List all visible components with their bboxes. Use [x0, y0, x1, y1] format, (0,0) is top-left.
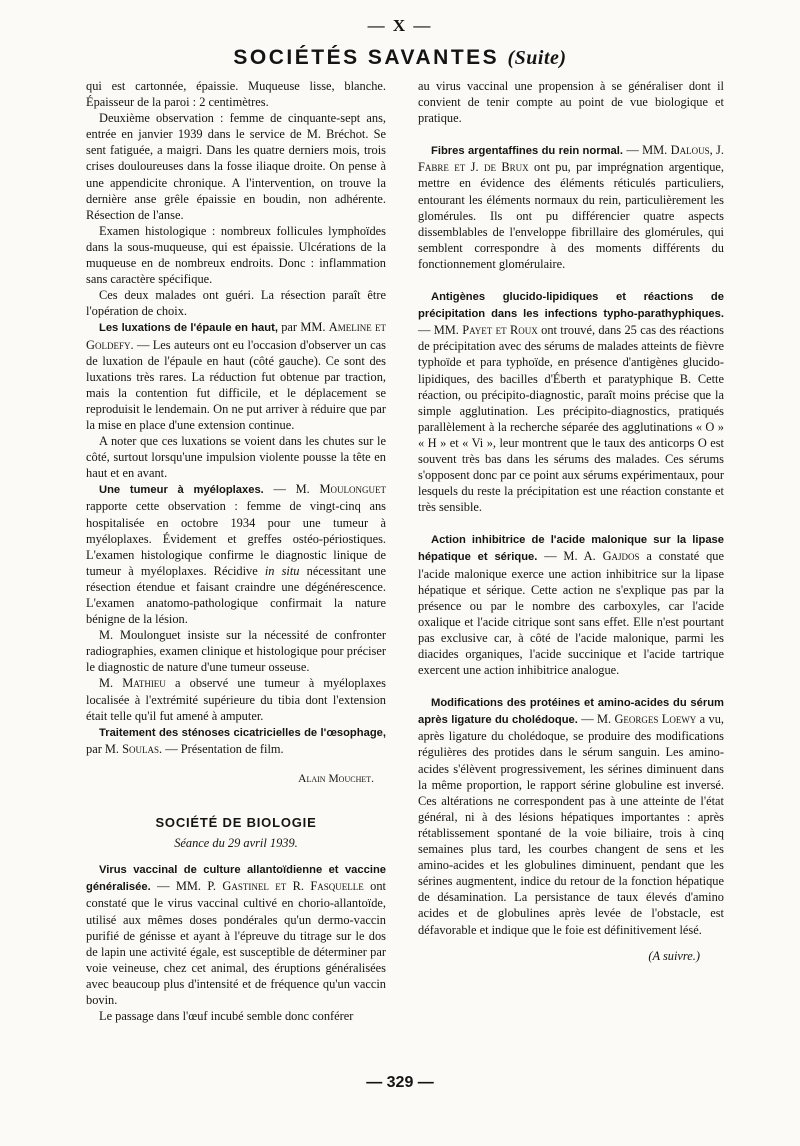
article-authors: Gajdos: [602, 549, 640, 564]
article-title: Action inhibitrice de l'acide malonique sur la lipase hépatique et sérique.: [418, 534, 724, 564]
article-luxations: [86, 319, 386, 433]
running-header: [0, 46, 800, 70]
article-stenoses: [86, 724, 386, 757]
text-fragment: par M.: [86, 741, 123, 756]
text-fragment: — M. A.: [537, 549, 603, 564]
article-text: . — Les auteurs ont eu l'occasion d'observer un cas de luxation de l'épaule en haut (côté gauche). Ce sont des luxations très rares. La réduction fut obtenue par traction, mais la contention fut difficile, et le déplacement se reproduisit le lendemain. On ne put arriver à réduire que par la mise en place d'une extension continue.: [86, 337, 386, 432]
page-number: — 329 —: [366, 1074, 434, 1091]
article-text: a vu, après ligature du cholédoque, se produire des modifications régulières des protides dans le sérum sanguin. Les amino-acides s'élèvent progressivement, les sérines diminuent dans la même proportion, le rapport sérine globuline est inversé. Ces altérations ne correspondent pas à une atteinte de l'état général, ni à des lésions hépatiques importantes : après rétablissement spontané de la voie biliaire, trois à cinq semaines plus tard, les courbes changent de sens et les amino-acides et les globulines diminuent, pendant que les sérines augmentent, indice du retour de la fonction hépatique de désamination. La persistance de taux élevés d'amino acides et de globulines après levée de l'obstacle, est défavorable et indique que le foie est définitivement lésé.: [418, 712, 724, 937]
text-fragment: — MM.: [150, 879, 208, 894]
text-fragment: — M.: [577, 712, 615, 727]
paragraph: qui est cartonnée, épaissie. Muqueuse lisse, blanche. Épaisseur de la paroi : 2 centimètres.: [86, 79, 386, 110]
page-mark: — X —: [367, 16, 433, 35]
paragraph: M. Moulonguet insiste sur la nécessité de confronter radiographies, examen clinique et histologique pour préciser le diagnostic de nature d'une tumeur osseuse.: [86, 628, 386, 675]
article-title: Une tumeur à myéloplaxes.: [99, 484, 264, 497]
article-action: [418, 531, 724, 678]
article-title: Modifications des protéines et amino-acides du sérum après ligature du cholédoque.: [418, 697, 724, 727]
paragraph: Le passage dans l'œuf incubé semble donc conférer: [99, 1009, 354, 1024]
article-title: Les luxations de l'épaule en haut,: [99, 322, 278, 335]
session-date: Séance du 29 avril 1939.: [174, 836, 298, 851]
article-text: . — Présentation de film.: [159, 741, 284, 756]
paragraph: Ces deux malades ont guéri. La résection paraît être l'opération de choix.: [86, 288, 386, 319]
text-fragment: par MM.: [277, 320, 329, 335]
article-antigenes: [418, 288, 724, 515]
latin-phrase: in situ: [264, 563, 300, 578]
article-authors: Ameline et Goldefy: [86, 320, 386, 352]
article-authors: Soulas: [122, 741, 160, 756]
article-text: a observé une tumeur à myéloplaxes localisée à l'extrémité supérieure du tibia dont l'extension était telle qu'il fut amené à amputer.: [86, 676, 386, 723]
article-title: Virus vaccinal de culture allantoïdienne et vaccine généralisée.: [86, 864, 386, 894]
paragraph: au virus vaccinal une propension à se généraliser dont il convient de tenir compte au point de vue biologique et pratique.: [418, 79, 724, 126]
article-authors: Mathieu: [122, 676, 166, 691]
article-authors: Payet et Roux: [462, 323, 538, 338]
article-text: ont constaté que le virus vaccinal cultivé en chorio-allantoïde, utilisé aux mêmes doses pondérales qu'un dermo-vaccin purifié de génisse et ayant à l'épreuve du titrage sur le dos de lapin une activité égale, est susceptible de déterminer par voie veineuse, chez cet animal, des éruptions généralisées avec beaucoup plus d'intensité et de fréquence qu'un vaccin bovin.: [86, 879, 386, 1007]
article-text: rapporte cette observation : femme de vingt-cinq ans hospitalisée en octobre 1934 pour une tumeur à myéloplaxes. Évidement et greffes ostéo-périostiques. L'examen histologique confirme le diagnostic linique de tumeur à myéloplaxes. Récidive: [86, 499, 386, 578]
paragraph: Deuxième observation : femme de cinquante-sept ans, entrée en janvier 1939 dans le service de M. Bréchot. Se sent fatiguée, a maigri. Dans les quatre derniers mois, trois crises douloureuses dans la fosse iliaque droite. On pense à une appendicite chronique. A l'intervention, on trouve la dernière anse grêle épaissie en boudin, non adhérente. Résection de l'anse.: [86, 111, 386, 222]
paragraph: A noter que ces luxations se voient dans les chutes sur le côté, surtout lorsqu'une impulsion violente pousse la tête en haut et en avant.: [86, 434, 386, 481]
article-authors: Moulonguet: [319, 482, 386, 497]
header-suite: (Suite): [507, 47, 567, 69]
paragraph-mathieu: M. Mathieu a observé une tumeur à myéloplaxes localisée à l'extrémité supérieure du tibia dont l'extension était telle qu'il fut amené à amputer.: [86, 676, 386, 723]
left-column: [86, 78, 386, 1024]
article-text: nécessitant une résection étendue et faisant craindre une dégénérescence. L'examen anatomo-pathologique confirmait la nature bénigne de la lésion.: [86, 563, 387, 627]
article-title: Antigènes glucido-lipidiques et réactions de précipitation dans les infections typho-parathyphiques.: [418, 291, 724, 321]
article-authors: Dalous, J. Fabre et J. de Brux: [418, 143, 724, 175]
article-authors: Georges Loewy: [614, 712, 697, 727]
article-authors: P. Gastinel et R. Fasquelle: [207, 879, 364, 894]
text-fragment: — MM.: [418, 323, 463, 338]
article-title: Fibres argentaffines du rein normal.: [431, 145, 623, 158]
article-text: ont pu, par imprégnation argentique, mettre en évidence des éléments réticulés particuliers, entourant les éléments normaux du rein, particulièrement les glomérules. Ils ont pu différencier quatre aspects dissemblables de l'enveloppe fibrillaire des glomérules, qui semblent correspondre à des moments différents du fonctionnement glomérulaire.: [418, 160, 724, 271]
article-virus: [86, 861, 386, 1008]
article-text: a constaté que l'acide malonique exerce une action inhibitrice sur la lipase hépatique et sérique. Cette action ne s'explique pas par la présence ou par le nombre des carboxyles, car l'acide oxalique et l'acide citrique sont sans effet. Elle n'est pourtant pas exclusive car, à côté de l'acide malonique, parmi les diacides organiques, l'acide succinique et l'acide tartrique exercent une action inhibitrice analogue.: [418, 549, 725, 678]
header-title: SOCIÉTÉS SAVANTES: [233, 46, 500, 69]
text-fragment: — M.: [263, 482, 320, 497]
article-modifications: [418, 694, 724, 937]
paragraph: Examen histologique : nombreux follicules lymphoïdes dans la sous-muqueuse, qui est épaissie. Ulcérations de la muqueuse en de nombreux endroits. Donc : inflammation sans caractère spécifique.: [86, 223, 386, 287]
text-fragment: — MM.: [622, 143, 671, 158]
article-tumeur: [86, 481, 386, 627]
right-column: [418, 78, 724, 964]
to-be-continued: (A suivre.): [648, 948, 700, 963]
section-title: SOCIÉTÉ DE BIOLOGIE: [155, 815, 317, 831]
article-title: Traitement des sténoses cicatricielles de l'œsophage,: [99, 726, 386, 739]
article-text: ont trouvé, dans 25 cas des réactions de précipitation avec des sérums de malades atteints de fièvre typhoïde et para typhoïde, en présence d'antigènes glucido-lipidiques, des bacilles d'Éberth et paratyphique B. Cette réaction, ou précipito-diagnostic, paraît moins précise que la simple agglutination. Les précipito-diagnostics, pratiqués parallèlement à la recherche séparée des agglutinations « O » « H » et « Vi », leur montrent que le taux des anticorps O est souvent très bas dans les sérums des malades. Ces sérums s'opposent donc par ce point aux sérums expérimentaux, pour lesquels du reste la précipitation est une réaction constante et très sensible.: [418, 323, 724, 515]
article-fibres: [418, 142, 724, 272]
signature: Alain Mouchet.: [298, 772, 374, 785]
